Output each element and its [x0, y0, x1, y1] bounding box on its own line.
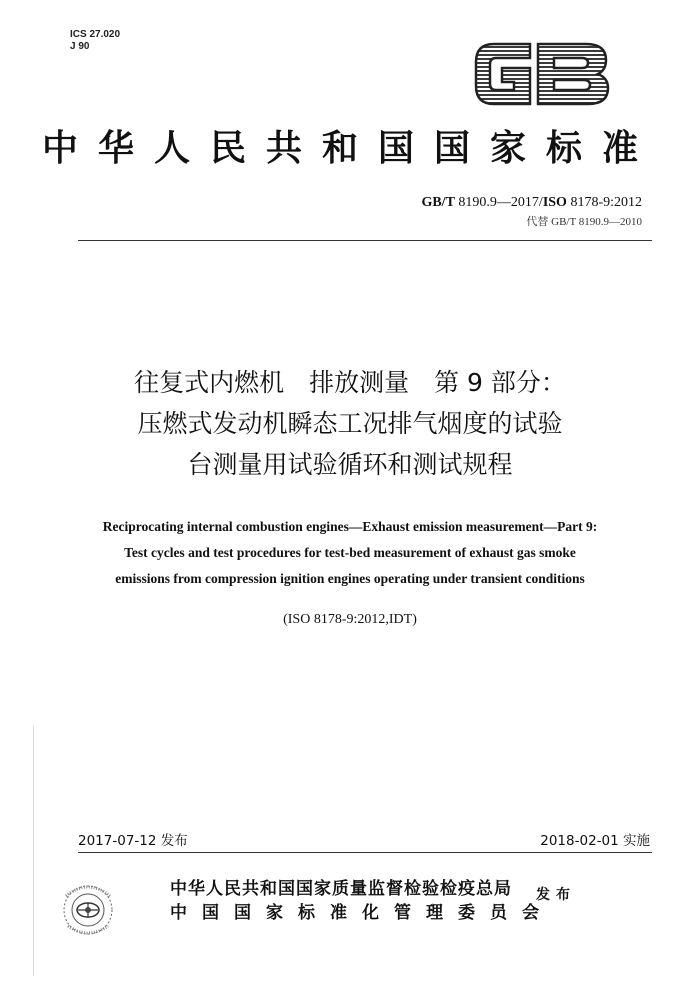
issue-date: 2017-07-12 发布 — [78, 833, 188, 849]
title-en-line-3: emissions from compression ignition engines operating under transient conditions — [115, 571, 585, 586]
title-en-line-2: Test cycles and test procedures for test-bed measurement of exhaust gas smoke — [124, 545, 576, 560]
title-cn-line-1: 往复式内燃机 排放测量 第 9 部分： — [134, 368, 566, 397]
publish-label: 发布 — [536, 887, 576, 903]
footer-divider — [78, 852, 652, 853]
replaces-note: 代替 GB/T 8190.9—2010 — [526, 216, 642, 228]
iso-equivalence: (ISO 8178-9:2012,IDT) — [283, 612, 417, 627]
anti-counterfeit-seal — [56, 878, 126, 938]
title-cn-line-3: 台测量用试验循环和测试规程 — [187, 450, 513, 479]
gb-logo — [472, 38, 612, 110]
standard-number — [421, 195, 642, 211]
issuer-line-1: 中华人民共和国国家质量监督检验检疫总局 — [170, 879, 512, 899]
iso-number: 8178-9:2012 — [570, 195, 642, 210]
scan-margin-line — [33, 726, 34, 976]
classification-codes — [70, 29, 120, 53]
standard-prefix: GB/T — [421, 195, 455, 210]
ccs-code: J 90 — [70, 41, 90, 52]
ics-code: ICS 27.020 — [70, 29, 121, 40]
title-en-line-1: Reciprocating internal combustion engines—Exhaust emission measurement—Part 9: — [102, 519, 598, 534]
gb-logo-icon — [472, 38, 612, 110]
issuer-line-2: 中国国家标准化管理委员会 — [170, 903, 554, 923]
iso-prefix: ISO — [542, 195, 567, 210]
header-divider — [78, 240, 652, 241]
title-cn-line-2: 压燃式发动机瞬态工况排气烟度的试验 — [137, 409, 563, 438]
anti-counterfeit-seal-icon — [56, 878, 126, 938]
standard-number-value: 8190.9—2017/ — [458, 195, 543, 210]
implement-date: 2018-02-01 实施 — [540, 833, 650, 849]
national-standard-title: 中华人民共和国国家标准 — [41, 127, 658, 169]
